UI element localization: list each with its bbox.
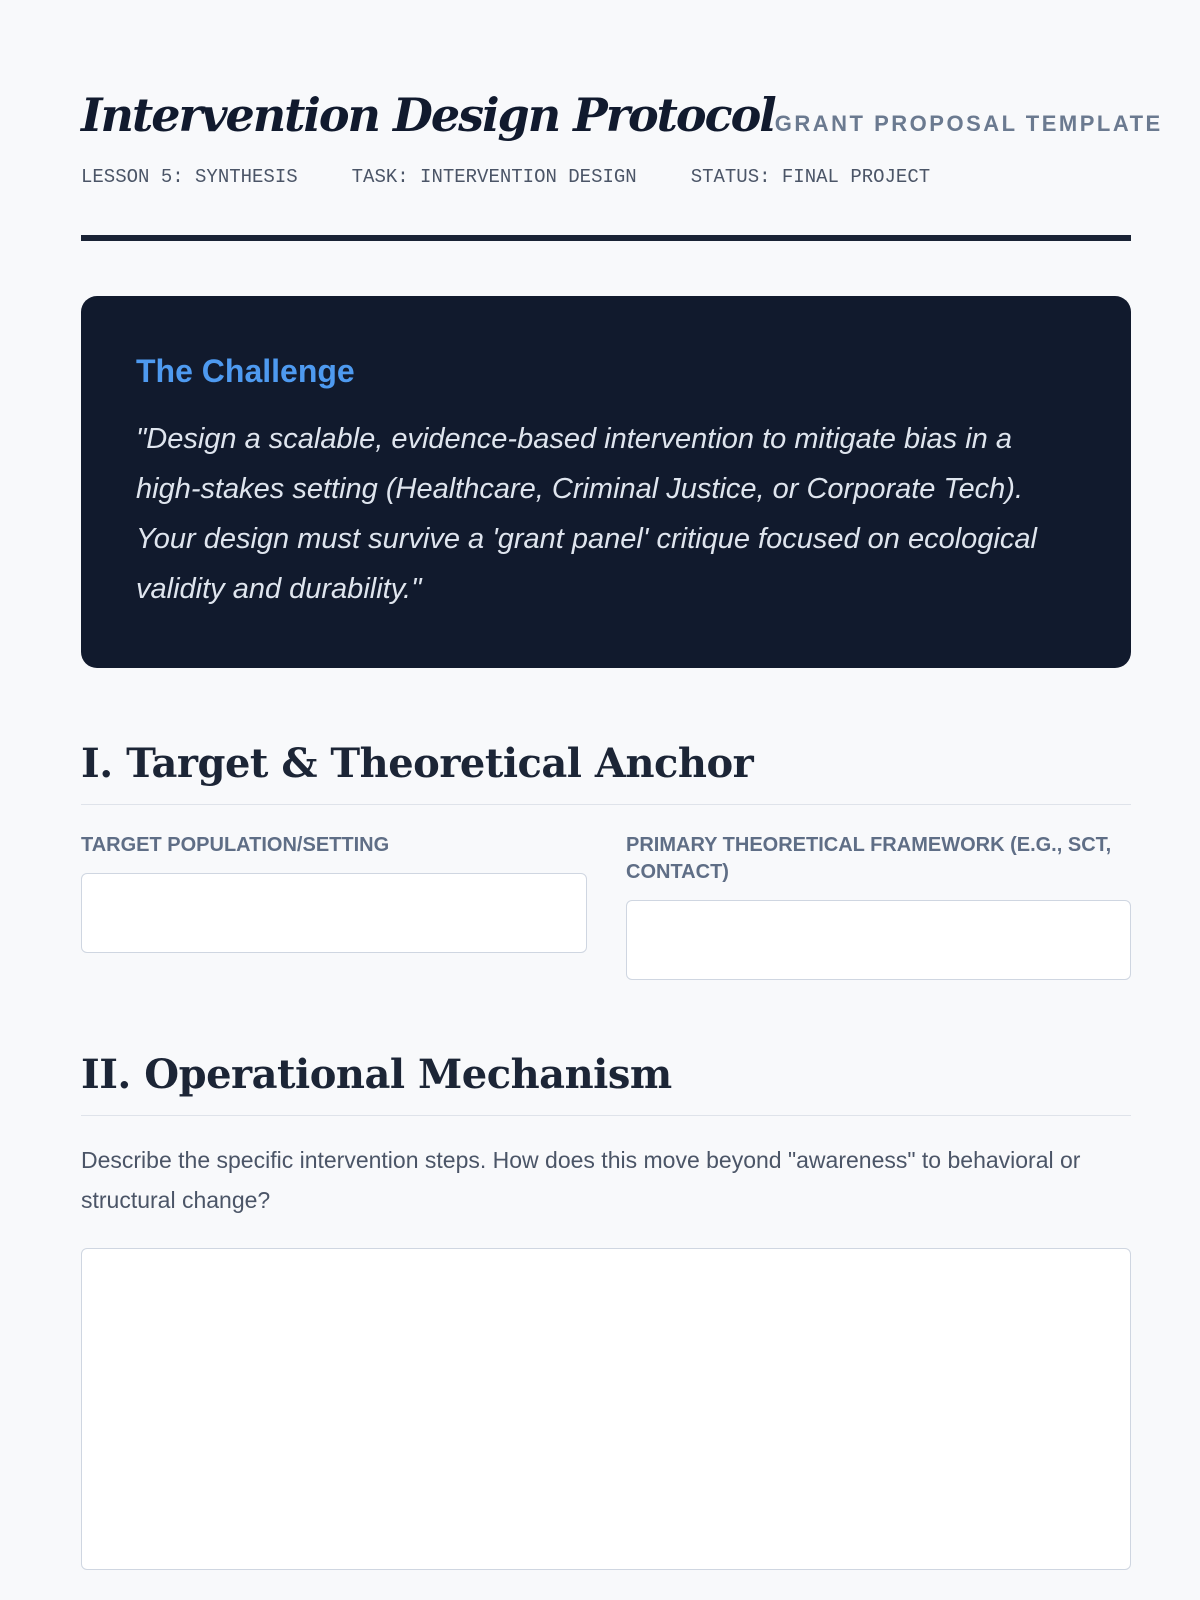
meta-status: STATUS: FINAL PROJECT [690, 166, 931, 188]
operational-mechanism-textarea[interactable] [81, 1248, 1131, 1570]
target-population-label: TARGET POPULATION/SETTING [81, 834, 390, 856]
challenge-title: The Challenge [136, 353, 355, 389]
page-subtitle: GRANT PROPOSAL TEMPLATE [774, 111, 1163, 136]
section-2-divider [81, 1115, 1131, 1116]
target-population-input[interactable] [81, 873, 587, 953]
section-1-divider [81, 804, 1131, 805]
header-divider [81, 235, 1131, 241]
challenge-card [81, 296, 1131, 668]
theoretical-framework-label: PRIMARY THEORETICAL FRAMEWORK (E.G., SCT, CONTACT) [626, 834, 1112, 883]
meta-row [81, 166, 930, 188]
challenge-text: "Design a scalable, evidence-based intervention to mitigate bias in a high-stakes setting (Healthcare, Criminal Justice, or Corporate Tech). Your design must survive a 'grant panel' critique focused on ecological validity and durability." [136, 423, 1037, 605]
title-row [81, 80, 1163, 150]
section-2-heading: II. Operational Mechanism [81, 1051, 672, 1098]
section-1-heading: I. Target & Theoretical Anchor [81, 740, 754, 787]
meta-lesson: LESSON 5: SYNTHESIS [81, 166, 298, 188]
meta-task: TASK: INTERVENTION DESIGN [351, 166, 637, 188]
theoretical-framework-input[interactable] [626, 900, 1131, 980]
section-2-description: Describe the specific intervention steps. How does this move beyond "awareness" to behavioral or structural change? [81, 1147, 1081, 1213]
page-title: Intervention Design Protocol [81, 88, 775, 142]
